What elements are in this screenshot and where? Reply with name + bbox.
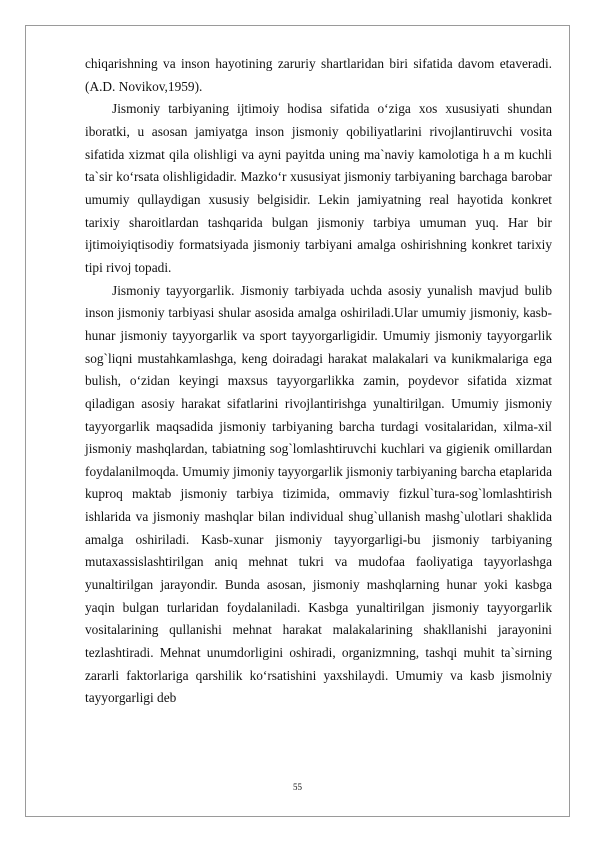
paragraph-continuation: chiqarishning va inson hayotining zaruriy shartlaridan biri sifatida davom etaveradi.(A.D. Novikov,1959). [85, 56, 552, 94]
paragraph-social-phenomenon: Jismoniy tarbiyaning ijtimoiy hodisa sifatida o‘ziga xos xususiyati shundan iboratki, u asosan jamiyatga inson jismoniy qobiliyatlarini rivojlantiruvchi vosita sifatida xizmat qila olishligi va ayni payitda uning ma`naviy kamolotiga h a m kuchli ta`sir ko‘rsata olishligidadir. Mazko‘r xususiyat jismoniy tarbiyaning barchaga barobar umumiy qullaydigan xususiy belgisidir. Lekin jamiyatning real hayotida konkret tarixiy sharoitlardan tashqarida bulgan jismoniy tarbiya umuman yuq. Har bir ijtimoiyiqtisodiy formatsiyada jismoniy tarbiyani amalga oshirishning konkret tarixiy tipi rivoj topadi. [85, 101, 552, 275]
page-number: 55 [293, 782, 302, 792]
paragraph-physical-preparation: Jismoniy tayyorgarlik. Jismoniy tarbiyada uchda asosiy yunalish mavjud bulib inson jismoniy tarbiyasi shular asosida amalga oshiriladi.Ular umumiy jismoniy, kasb- hunar jismoniy tayyorgarlik va sport tayyorgarligidir. Umumiy jismoniy tayyorgarlik sog`liqni mustahkamlashga, keng doiradagi harakat malakalari va kunikmalariga ega bulish, o‘zidan keyingi maxsus tayyorgarlikka zamin, poydevor sifatida xizmat qiladigan asosiy harakat sifatlarini rivojlantirishga yunaltirilgan. Umumiy jismoniy tayyorgarlik maqsadida jismoniy tarbiyaning barcha turdagi vositalaridan, xilma-xil jismoniy mashqlardan, tabiatning sog`lomlashtiruvchi kuchlari va gigienik omillardan foydalanilmoqda. Umumiy jimoniy tayyorgarlik jismoniy tarbiyaning barcha etaplarida kuproq maktab jismoniy tarbiya tizimida, ommaviy fizkul`tura-sog`lomlashtirish ishlarida va jismoniy mashqlar bilan individual shug`ullanish mashg`ulotlari shaklida amalga oshiriladi. Kasb-xunar jismoniy tayyorgarligi-bu jismoniy tarbiyaning mutaxassislashtirilgan aniq mehnat tukri va mudofaa faoliyatiga tayyorlashga yunaltirilgan jarayondir. Bunda asosan, jismoniy mashqlarning hunar yoki kasbga yaqin bulgan turlaridan foydalaniladi. Kasbga yunaltirilgan jismoniy tayyorgarlik vositalarining qullanishi mehnat harakat malakalarining shakllanishi jarayonini tezlashtiradi. Mehnat unumdorligini oshiradi, organizmning, tashqi muhit ta`sirning zararli faktorlariga qarshilik ko‘rsatishini yaxshilaydi. Umumiy va kasb jismolniy tayyorgarligi deb [85, 282, 552, 706]
document-body [85, 53, 552, 710]
